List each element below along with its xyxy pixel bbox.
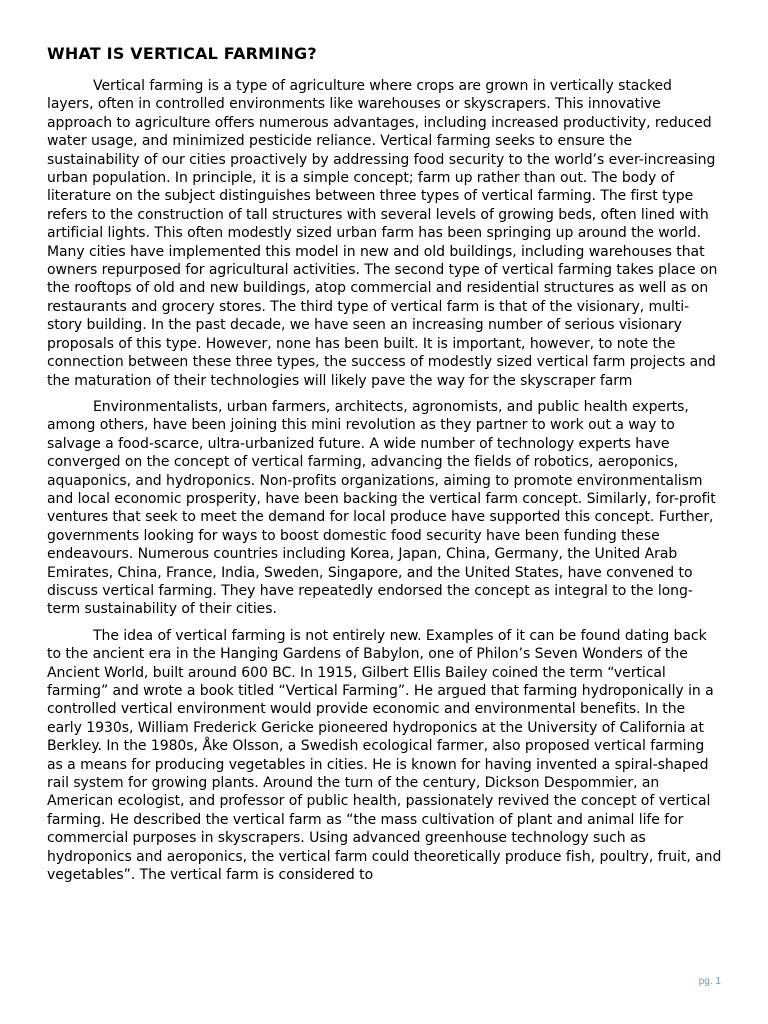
page-number: pg. 1 [698,976,721,987]
body-paragraph: Vertical farming is a type of agriculture where crops are grown in vertically stacked layers, often in controlled environments like warehouses or skyscrapers. This innovative approach to agriculture offers numerous advantages, including increased productivity, reduced water usage, and minimized pesticide reliance. Vertical farming seeks to ensure the sustainability of our cities proactively by addressing food security to the world’s ever-increasing urban population. In principle, it is a simple concept; farm up rather than out. The body of literature on the subject distinguishes between three types of vertical farming. The first type refers to the construction of tall structures with several levels of growing beds, often lined with artificial lights. This often modestly sized urban farm has been springing up around the world. Many cities have implemented this model in new and old buildings, including warehouses that owners repurposed for agricultural activities. The second type of vertical farming takes place on the rooftops of old and new buildings, atop commercial and residential structures as well as on restaurants and grocery stores. The third type of vertical farm is that of the visionary, multi-story building. In the past decade, we have seen an increasing number of serious visionary proposals of this type. However, none has been built. It is important, however, to note the connection between these three types, the success of modestly sized vertical farm projects and the maturation of their technologies will likely pave the way for the skyscraper farm [47,78,718,389]
body-paragraph: Environmentalists, urban farmers, architects, agronomists, and public health experts, among others, have been joining this mini revolution as they partner to work out a way to salvage a food-scarce, ultra-urbanized future. A wide number of technology experts have converged on the concept of vertical farming, advancing the fields of robotics, aeroponics, aquaponics, and hydroponics. Non-profits organizations, aiming to promote environmentalism and local economic prosperity, have been backing the vertical farm concept. Similarly, for-profit ventures that seek to meet the demand for local produce have supported this concept. Further, governments looking for ways to boost domestic food security have been funding these endeavours. Numerous countries including Korea, Japan, China, Germany, the United Arab Emirates, China, France, India, Sweden, Singapore, and the United States, have convened to discuss vertical farming. They have repeatedly endorsed the concept as integral to the long-term sustainability of their cities. [47,398,716,618]
document-title: WHAT IS VERTICAL FARMING? [47,44,317,63]
body-paragraph: The idea of vertical farming is not entirely new. Examples of it can be found dating back to the ancient era in the Hanging Gardens of Babylon, one of Philon’s Seven Wonders of the Ancient World, built around 600 BC. In 1915, Gilbert Ellis Bailey coined the term “vertical farming” and wrote a book titled “Vertical Farming”. He argued that farming hydroponically in a controlled vertical environment would provide economic and environmental benefits. In the early 1930s, William Frederick Gericke pioneered hydroponics at the University of California at Berkley. In the 1980s, Åke Olsson, a Swedish ecological farmer, also proposed vertical farming as a means for producing vegetables in cities. He is known for having invented a spiral-shaped rail system for growing plants. Around the turn of the century, Dickson Despommier, an American ecologist, and professor of public health, passionately revived the concept of vertical farming. He described the vertical farm as “the mass cultivation of plant and animal life for commercial purposes in skyscrapers. Using advanced greenhouse technology such as hydroponics and aeroponics, the vertical farm could theoretically produce fish, poultry, fruit, and vegetables”. The vertical farm is considered to [47,627,722,884]
